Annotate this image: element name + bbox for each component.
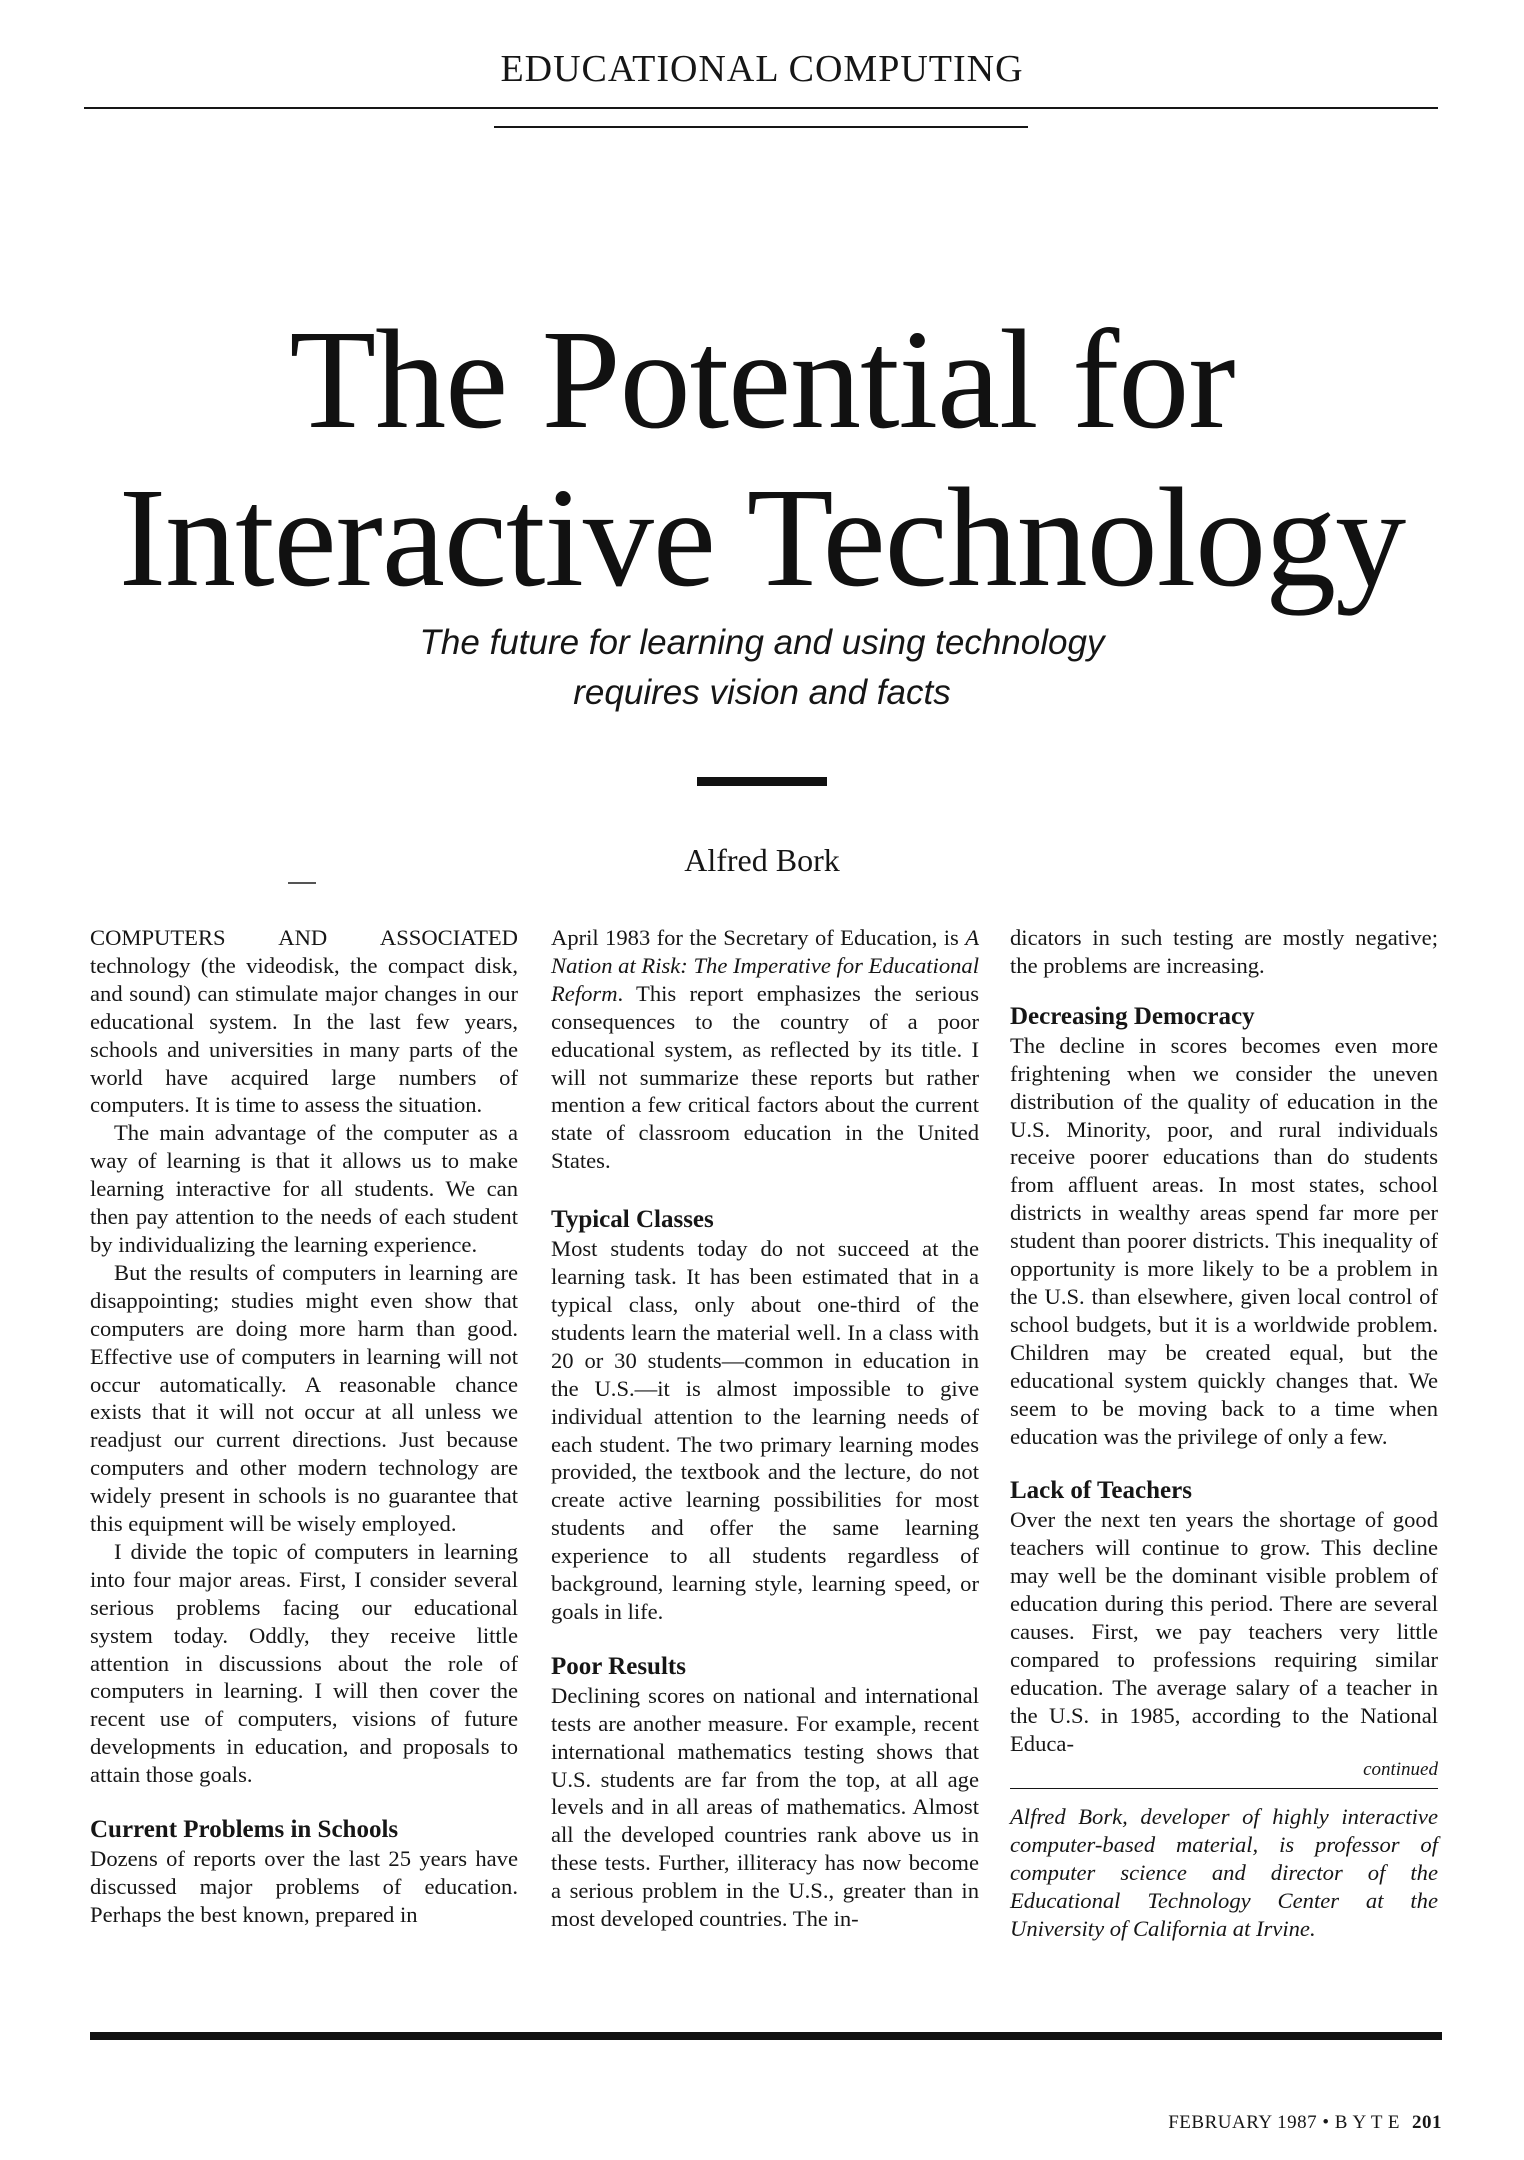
- section-heading-typical-classes: Typical Classes: [551, 1206, 714, 1234]
- paragraph: April 1983 for the Secretary of Education, is A Nation at Risk: The Imperative for Educational Reform. This report emphasizes the serious consequences to the country of a poor educational system, as reflected by its title. I will not summarize these reports but rather mention a few critical factors about the current state of classroom education in the United States.: [551, 925, 979, 1174]
- report-title: A Nation at Risk: The Imperative for Educational Reform: [551, 925, 979, 1006]
- section-heading-lack-of-teachers: Lack of Teachers: [1010, 1477, 1192, 1505]
- title-line-1: The Potential for: [289, 300, 1235, 458]
- body-column-1: [90, 924, 518, 1929]
- paragraph: COMPUTERS AND ASSOCIATED technology (the videodisk, the compact disk, and sound) can stimulate major changes in our educational system. In the last few years, schools and universities in many parts of the world have acquired large numbers of computers. It is time to assess the situation.: [90, 925, 518, 1118]
- section-header: EDUCATIONAL COMPUTING: [500, 48, 1024, 90]
- paragraph: I divide the topic of computers in learning into four major areas. First, I consider several serious problems facing our educational system today. Oddly, they receive little attention in discussions about the role of computers in learning. I will then cover the recent use of computers, visions of future developments in education, and proposals to attain those goals.: [90, 1538, 518, 1788]
- issue-label: FEBRUARY 1987 • B Y T E: [1168, 2112, 1400, 2133]
- header-rule-short: [494, 126, 1028, 128]
- paragraph: Declining scores on national and international tests are another measure. For example, recent international mathematics testing shows that U.S. students are far from the top, at all age levels and in all areas of mathematics. Almost all the developed countries rank above us in these tests. Further, illiteracy has now become a serious problem in the U.S., greater than in most developed countries. The in-: [551, 1682, 979, 1932]
- paragraph: Dozens of reports over the last 25 years have discussed major problems of education. Perhaps the best known, prepared in: [90, 1846, 518, 1927]
- bio-rule: [1010, 1788, 1438, 1790]
- author-byline: Alfred Bork: [684, 842, 840, 878]
- author-bio: Alfred Bork, developer of highly interactive computer-based material, is professor of computer science and director of the Educational Technology Center at the University of California at Irvine.: [1010, 1804, 1438, 1941]
- article-subtitle: [0, 618, 1524, 718]
- title-divider-bar: [697, 777, 827, 786]
- page-footer: [1168, 2112, 1442, 2134]
- paragraph: dicators in such testing are mostly negative; the problems are increasing.: [1010, 925, 1438, 978]
- title-line-2: Interactive Technology: [118, 458, 1406, 616]
- body-column-2: [551, 924, 979, 1933]
- header-rule: [84, 107, 1438, 109]
- paragraph: The main advantage of the computer as a way of learning is that it allows us to make learning interactive for all students. We can then pay attention to the needs of each student by individualizing the learning experience.: [90, 1120, 518, 1257]
- subtitle-line-2: requires vision and facts: [573, 673, 951, 712]
- section-heading-current-problems: Current Problems in Schools: [90, 1816, 399, 1844]
- body-column-3: [1010, 924, 1438, 1943]
- section-heading-decreasing-democracy: Decreasing Democracy: [1010, 1002, 1255, 1030]
- lead-in: COMPUTERS AND ASSOCIATED: [90, 925, 518, 950]
- subtitle-line-1: The future for learning and using technology: [419, 623, 1105, 662]
- decorative-tick: [288, 882, 316, 884]
- page-number: 201: [1412, 2112, 1442, 2133]
- continued-label: continued: [1363, 1758, 1438, 1780]
- section-heading-poor-results: Poor Results: [551, 1652, 686, 1680]
- paragraph: But the results of computers in learning are disappointing; studies might even show that computers are doing more harm than good. Effective use of computers in learning will not occur automatically. A reasonable chance exists that it will not occur at all unless we readjust our current directions. Just because computers and other modern technology are widely present in schools is no guarantee that this equipment will be wisely employed.: [90, 1259, 518, 1537]
- paragraph: The decline in scores becomes even more frightening when we consider the uneven distribution of the quality of education in the U.S. Minority, poor, and rural individuals receive poorer educations than do students from affluent areas. In most states, school districts in wealthy areas spend far more per student than poorer districts. This inequality of opportunity is more likely to be a problem in the U.S. than elsewhere, given local control of school budgets, but it is a worldwide problem. Children may be created equal, but the educational system quickly changes that. We seem to be moving back to a time when education was the privilege of only a few.: [1010, 1032, 1438, 1449]
- article-title: [0, 300, 1524, 616]
- paragraph: Over the next ten years the shortage of good teachers will continue to grow. This decline may well be the dominant visible problem of education during this period. There are several causes. First, we pay teachers very little compared to professions requiring similar education. The average salary of a teacher in the U.S. in 1985, according to the National Educa-: [1010, 1507, 1438, 1756]
- footer-rule: [90, 2032, 1442, 2040]
- paragraph: Most students today do not succeed at the learning task. It has been estimated that in a typical class, only about one-third of the students learn the material well. In a class with 20 or 30 students—common in education in the U.S.—it is almost impossible to give individual attention to the learning needs of each student. The two primary learning modes provided, the textbook and the lecture, do not create active learning possibilities for most students and offer the same learning experience to all students regardless of background, learning style, learning speed, or goals in life.: [551, 1236, 979, 1624]
